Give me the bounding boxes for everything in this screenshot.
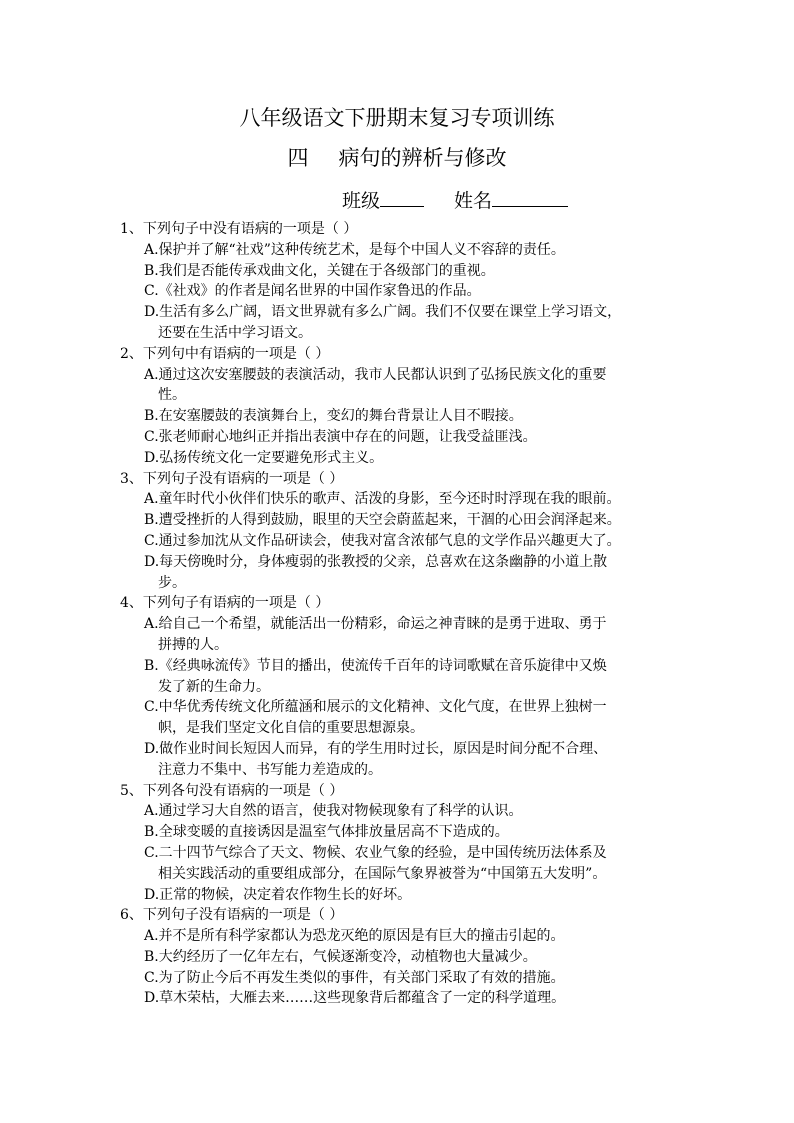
option [0, 947, 674, 968]
question [0, 593, 794, 780]
option-text: A.并不是所有科学家都认为恐龙灭绝的原因是有巨大的撞击引起的。 [144, 928, 565, 945]
option-text: A.保护并了解“社戏”这种传统艺术，是每个中国人义不容辞的责任。 [144, 241, 565, 258]
option-text: D.正常的物候，决定着农作物生长的好坏。 [144, 886, 412, 903]
option-text: A.给自己一个希望，就能活出一份精彩，命运之神青睐的是勇于进取、勇于 [144, 616, 607, 633]
option-text: B.在安塞腰鼓的表演舞台上，变幻的舞台背景让人目不暇接。 [144, 408, 523, 425]
option [0, 531, 674, 552]
question [0, 469, 794, 594]
question-stem: 2、下列句中有语病的一项是（ ） [120, 345, 330, 362]
option-text: C.通过参加沈从文作品研读会，使我对富含浓郁气息的文学作品兴趣更大了。 [144, 532, 621, 549]
question-list [0, 219, 794, 1009]
option [0, 302, 674, 344]
option [0, 697, 674, 739]
option-text: A.童年时代小伙伴们快乐的歌声、活泼的身影，至今还时时浮现在我的眼前。 [144, 491, 621, 508]
option-text: D.草木荣枯，大雁去来……这些现象背后都蕴含了一定的科学道理。 [144, 990, 566, 1007]
option [0, 365, 674, 407]
option [0, 843, 674, 885]
subtitle-text: 病句的辨析与修改 [338, 146, 507, 170]
option [0, 988, 674, 1009]
option-text: D.弘扬传统文化一定要避免形式主义。 [144, 449, 384, 466]
option-text: B.大约经历了一亿年左右，气候逐渐变冷，动植物也大量减少。 [144, 948, 537, 965]
question [0, 219, 794, 344]
option-text-continued: 帜，是我们坚定文化自信的重要思想源泉。 [158, 720, 424, 737]
option [0, 822, 674, 843]
name-blank [492, 186, 568, 207]
option [0, 885, 674, 906]
option-text-continued: 性。 [158, 387, 186, 404]
question-stem: 4、下列句子有语病的一项是（ ） [120, 595, 330, 612]
question [0, 905, 794, 1009]
option-text-continued: 相关实践活动的重要组成部分，在国际气象界被誉为“中国第五大发明”。 [158, 865, 607, 882]
option-text: D.做作业时间长短因人而异，有的学生用时过长，原因是时间分配不合理、 [144, 740, 608, 757]
option [0, 926, 674, 947]
question [0, 344, 794, 469]
option-text: D.每天傍晚时分，身体瘦弱的张教授的父亲，总喜欢在这条幽静的小道上散 [144, 553, 608, 570]
option [0, 261, 674, 282]
option-text: C.《社戏》的作者是闻名世界的中国作家鲁迅的作品。 [144, 283, 481, 300]
question-stem: 3、下列句子没有语病的一项是（ ） [120, 470, 344, 487]
option-text-continued: 还要在生活中学习语文。 [158, 324, 312, 341]
option-text: C.为了防止今后不再发生类似的事件，有关部门采取了有效的措施。 [144, 969, 565, 986]
option-text: B.全球变暖的直接诱因是温室气体排放量居高不下造成的。 [144, 824, 509, 841]
question [0, 781, 794, 906]
option [0, 968, 674, 989]
class-blank [380, 186, 424, 207]
option [0, 739, 674, 781]
option-text: C.中华优秀传统文化所蕴涵和展示的文化精神、文化气度，在世界上独树一 [144, 699, 607, 716]
option [0, 406, 674, 427]
option-text: A.通过学习大自然的语言，使我对物候现象有了科学的认识。 [144, 803, 523, 820]
option-text-continued: 发了新的生命力。 [158, 678, 270, 695]
option [0, 240, 674, 261]
question-stem: 1、下列句子中没有语病的一项是（ ） [120, 221, 358, 237]
option-text: D.生活有多么广阔，语文世界就有多么广阔。我们不仅要在课堂上学习语文， [144, 304, 622, 321]
subtitle-number: 四 [287, 146, 309, 170]
option-text: B.我们是否能传承戏曲文化，关键在于各级部门的重视。 [144, 262, 495, 279]
option-text-continued: 注意力不集中、书写能力差造成的。 [158, 761, 382, 778]
option-text: B.遭受挫折的人得到鼓励，眼里的天空会蔚蓝起来，干涸的心田会润泽起来。 [144, 512, 621, 529]
option-text: C.张老师耐心地纠正并指出表演中存在的问题，让我受益匪浅。 [144, 428, 537, 445]
option [0, 448, 674, 469]
question-stem: 5、下列各句没有语病的一项是（ ） [120, 782, 344, 799]
option-text-continued: 步。 [158, 574, 186, 591]
option-text: B.《经典咏流传》节目的播出，使流传千百年的诗词歌赋在音乐旋律中又焕 [144, 657, 607, 674]
option-text: A.通过这次安塞腰鼓的表演活动，我市人民都认识到了弘扬民族文化的重要 [144, 366, 607, 383]
option [0, 510, 674, 531]
option [0, 614, 674, 656]
option [0, 656, 674, 698]
option-text-continued: 拼搏的人。 [158, 636, 228, 653]
class-label: 班级 [342, 190, 381, 212]
student-info [342, 186, 568, 215]
option [0, 552, 674, 594]
page-subtitle [0, 143, 794, 173]
question-stem: 6、下列句子没有语病的一项是（ ） [120, 907, 344, 924]
option-text: C.二十四节气综合了天文、物候、农业气象的经验，是中国传统历法体系及 [144, 844, 607, 861]
option [0, 801, 674, 822]
page-title: 八年级语文下册期末复习专项训练 [239, 106, 555, 130]
name-label: 姓名 [454, 190, 493, 212]
option [0, 281, 674, 302]
option [0, 427, 674, 448]
option [0, 489, 674, 510]
